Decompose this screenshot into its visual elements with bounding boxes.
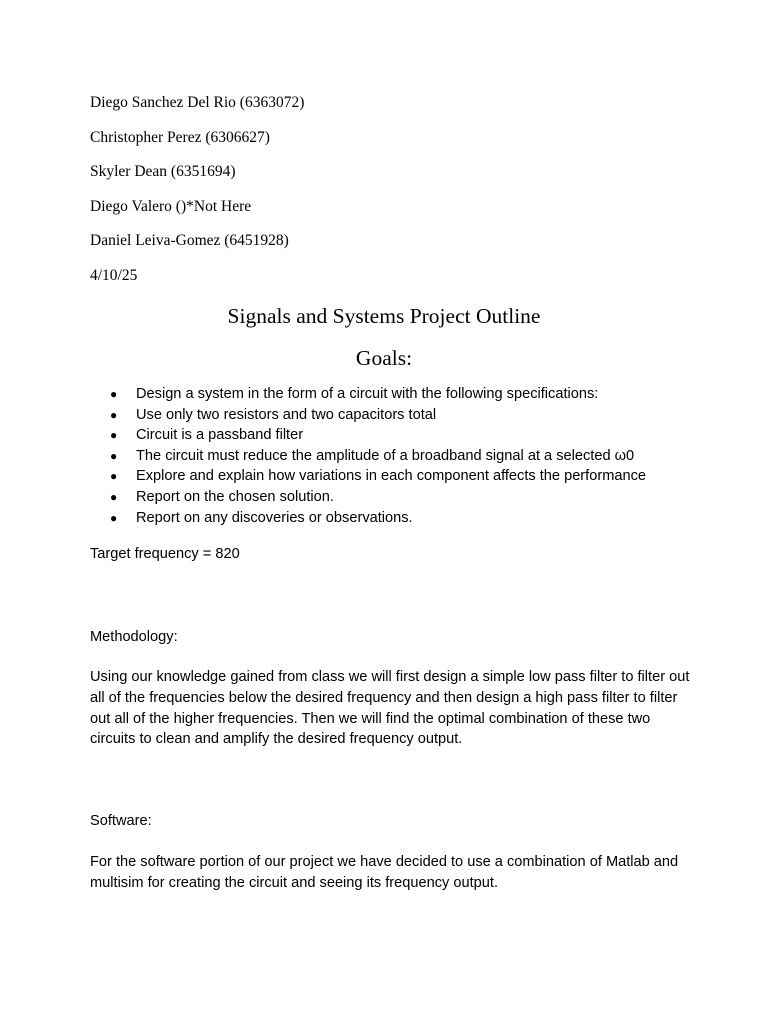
goal-item xyxy=(110,487,646,508)
methodology-heading: Methodology: xyxy=(90,629,178,645)
software-body: For the software portion of our project we have decided to use a combination of Matlab and multisim for creating the circuit and seeing its frequency output. xyxy=(90,854,679,891)
bullet-icon: ● xyxy=(110,407,118,422)
bullet-icon: ● xyxy=(110,428,118,443)
goal-text: Circuit is a passband filter xyxy=(136,427,304,444)
bullet-icon: ● xyxy=(110,387,118,401)
goal-item xyxy=(110,384,646,405)
goal-item xyxy=(110,466,646,487)
bullet-icon: ● xyxy=(110,510,118,525)
goal-text: Report on any discoveries or observations. xyxy=(136,509,413,526)
goal-text: Use only two resistors and two capacitors total xyxy=(136,406,437,423)
goal-item xyxy=(110,405,646,426)
goal-item xyxy=(110,508,646,529)
bullet-icon: ● xyxy=(110,489,118,504)
goal-item xyxy=(110,446,646,467)
goal-text: The circuit must reduce the amplitude of a broadband signal at a selected ω0 xyxy=(136,447,635,464)
document-date: 4/10/25 xyxy=(90,267,138,284)
author-line: Skyler Dean (6351694) xyxy=(90,163,236,180)
document-title: Signals and Systems Project Outline xyxy=(227,304,541,328)
author-line: Diego Valero ()*Not Here xyxy=(90,198,252,215)
author-line: Diego Sanchez Del Rio (6363072) xyxy=(90,94,305,111)
goals-list xyxy=(110,384,646,528)
goal-item xyxy=(110,425,646,446)
methodology-body: Using our knowledge gained from class we will first design a simple low pass filter to filter out all of the frequencies below the desired frequency and then design a high pass filter to filter out all of the higher frequencies. Then we will find the optimal combination of these two circuits to clean and amplify the desired frequency output. xyxy=(90,669,690,748)
software-heading: Software: xyxy=(90,813,152,829)
goal-text: Report on the chosen solution. xyxy=(136,488,334,505)
goal-text: Design a system in the form of a circuit with the following specifications: xyxy=(136,386,599,402)
goal-text: Explore and explain how variations in each component affects the performance xyxy=(136,468,647,485)
bullet-icon: ● xyxy=(110,448,118,463)
author-line: Daniel Leiva-Gomez (6451928) xyxy=(90,232,289,249)
bullet-icon: ● xyxy=(110,469,118,484)
author-line: Christopher Perez (6306627) xyxy=(90,129,270,146)
goals-heading: Goals: xyxy=(355,346,413,370)
target-frequency: Target frequency = 820 xyxy=(90,546,240,562)
